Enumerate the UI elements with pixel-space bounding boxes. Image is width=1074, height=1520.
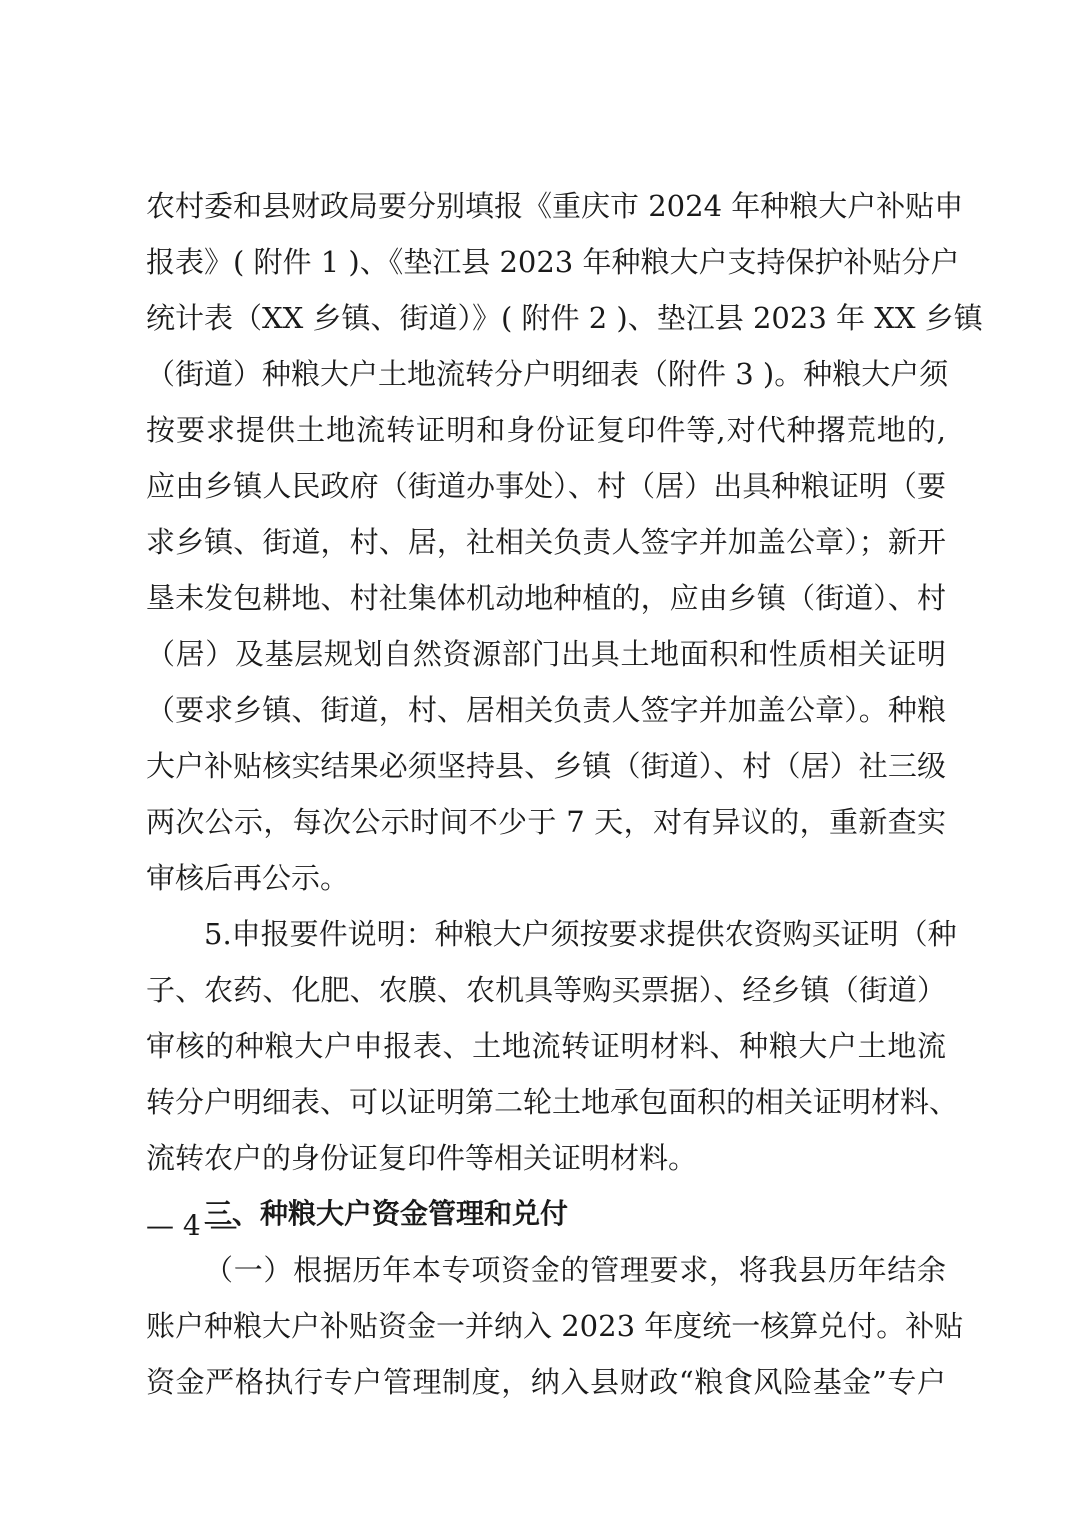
- body-line: 审核的种粮大户申报表、土地流转证明材料、种粮大户土地流: [146, 1029, 946, 1063]
- body-line: 大户补贴核实结果必须坚持县、乡镇（街道）、村（居）社三级: [146, 749, 946, 783]
- body-line: 报表》( 附件 1 )、《垫江县 2023 年种粮大户支持保护补贴分户: [146, 245, 960, 279]
- body-line: （居）及基层规划自然资源部门出具土地面积和性质相关证明: [146, 637, 946, 671]
- body-line: （要求乡镇、街道，村、居相关负责人签字并加盖公章）。种粮: [146, 693, 946, 727]
- section-heading: 三、种粮大户资金管理和兑付: [204, 1197, 569, 1230]
- body-line: 审核后再公示。: [146, 861, 350, 895]
- body-line: 转分户明细表、可以证明第二轮土地承包面积的相关证明材料、: [146, 1085, 959, 1119]
- body-line: 两次公示，每次公示时间不少于 7 天，对有异议的，重新查实: [146, 805, 946, 839]
- body-line: （一）根据历年本专项资金的管理要求，将我县历年结余: [204, 1253, 946, 1287]
- body-line: （街道）种粮大户土地流转分户明细表（附件 3 )。种粮大户须: [146, 357, 949, 391]
- body-line: 应由乡镇人民政府（街道办事处）、村（居）出具种粮证明（要: [146, 469, 946, 503]
- body-line: 农村委和县财政局要分别填报《重庆市 2024 年种粮大户补贴申: [146, 189, 964, 223]
- body-line: 流转农户的身份证复印件等相关证明材料。: [146, 1141, 698, 1175]
- page-number: — 4 —: [146, 1209, 238, 1242]
- body-line: 5.申报要件说明：种粮大户须按要求提供农资购买证明（种: [204, 917, 957, 951]
- body-line: 垦未发包耕地、村社集体机动地种植的，应由乡镇（街道）、村: [146, 581, 946, 615]
- body-line: 按要求提供土地流转证明和身份证复印件等,对代种撂荒地的,: [146, 413, 946, 447]
- body-line: 资金严格执行专户管理制度，纳入县财政“粮食风险基金”专户: [146, 1365, 946, 1399]
- body-line: 账户种粮大户补贴资金一并纳入 2023 年度统一核算兑付。补贴: [146, 1309, 964, 1343]
- document-body: [146, 178, 983, 1410]
- body-line: 求乡镇、街道，村、居，社相关负责人签字并加盖公章）；新开: [146, 525, 946, 559]
- body-line: 统计表（XX 乡镇、街道）》( 附件 2 )、垫江县 2023 年 XX 乡镇: [146, 301, 983, 335]
- body-line: 子、农药、化肥、农膜、农机具等购买票据）、经乡镇（街道）: [146, 973, 946, 1007]
